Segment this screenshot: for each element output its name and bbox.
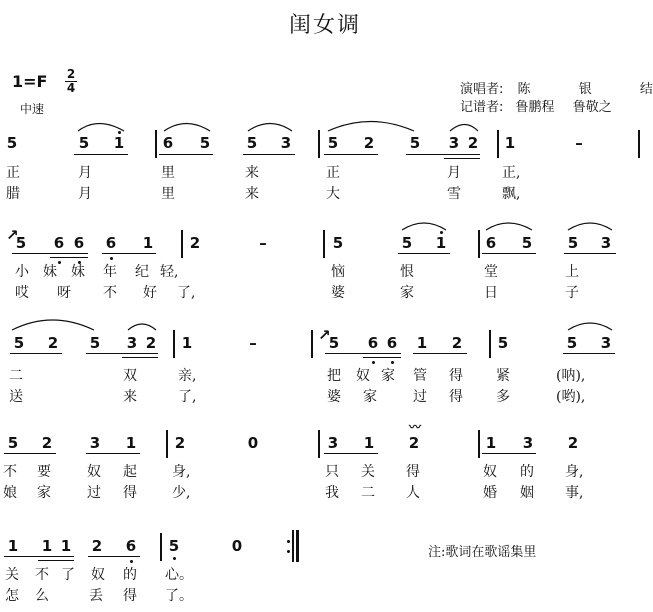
credit-transcriber-name-1: 鲁鹏程 <box>515 100 555 115</box>
slur <box>78 124 124 132</box>
note: 2 <box>174 434 186 452</box>
note: 1 <box>41 537 53 555</box>
lyric: 正 <box>326 165 340 181</box>
lyric: 了。 <box>165 588 193 604</box>
note: 1 <box>125 434 137 452</box>
lyric: 身, <box>172 464 191 480</box>
note: 2 <box>467 134 479 152</box>
note: 3 <box>126 334 138 352</box>
note: 6 <box>386 334 398 352</box>
note: 3 <box>600 334 612 352</box>
slur <box>450 125 478 132</box>
tempo-marking: 中速 <box>20 102 45 116</box>
lyric: 人 <box>406 485 420 501</box>
slur <box>568 223 612 230</box>
lyric: 呀 <box>57 285 71 301</box>
credit-transcriber-role: 记谱者: <box>460 100 504 115</box>
note: 2 <box>189 234 201 252</box>
lyric: 身, <box>565 464 584 480</box>
note: 3 <box>600 234 612 252</box>
lyric: 起 <box>123 464 137 480</box>
slur <box>486 223 532 230</box>
lyric: 关 <box>5 567 19 583</box>
note: 5 <box>199 134 211 152</box>
credit-singer-name-2: 银 <box>578 82 592 97</box>
time-signature-bottom: 4 <box>66 81 76 95</box>
lyric: 月 <box>78 165 92 181</box>
lyric: 年 <box>103 264 117 280</box>
lyric: 腊 <box>6 186 20 202</box>
lyric: 了, <box>178 389 197 405</box>
note: 5 <box>409 134 421 152</box>
lyric: 二 <box>9 368 23 384</box>
lyric: 不 <box>35 567 49 583</box>
lyric: 得 <box>123 588 137 604</box>
note: 6 <box>125 537 137 555</box>
note: 1 <box>142 234 154 252</box>
dash: – <box>249 334 257 352</box>
lyric: 婆 <box>331 285 345 301</box>
note: 5 <box>332 234 344 252</box>
slur <box>12 320 94 330</box>
lyric: 堂 <box>484 264 498 280</box>
credit-singer-role: 演唱者: <box>460 82 504 97</box>
note: 5 <box>567 234 579 252</box>
lyric: 奴 <box>356 368 370 384</box>
lyric: 心。 <box>165 567 193 583</box>
note: 5 <box>246 134 258 152</box>
note: 2 <box>451 334 463 352</box>
lyric: 得 <box>123 485 137 501</box>
note: 5 <box>15 234 27 252</box>
note: 1 <box>416 334 428 352</box>
footnote: 注:歌词在歌谣集里 <box>428 545 537 560</box>
slur <box>328 122 414 132</box>
lyric: 少, <box>172 485 191 501</box>
lyric: 好 <box>143 285 157 301</box>
note: 3 <box>448 134 460 152</box>
note: 2 <box>145 334 157 352</box>
mordent-icon: 〰 <box>409 420 422 434</box>
note: 1 <box>7 537 19 555</box>
note: 5 <box>13 334 25 352</box>
lyric: 奴 <box>91 567 105 583</box>
lyric: 亲, <box>178 368 197 384</box>
slur <box>164 124 210 132</box>
lyric: 只 <box>325 464 339 480</box>
lyric: 月 <box>78 186 92 202</box>
lyric: 大 <box>326 186 340 202</box>
lyric: 奴 <box>483 464 497 480</box>
lyric: 家 <box>363 389 377 405</box>
lyric: 了, <box>177 285 196 301</box>
note: 5 <box>497 334 509 352</box>
note: 1 <box>435 234 447 252</box>
lyric: 里 <box>161 165 175 181</box>
note: 3 <box>522 434 534 452</box>
lyric: 月 <box>447 165 461 181</box>
lyric: 过 <box>87 485 101 501</box>
lyric: 得 <box>406 464 420 480</box>
lyric: 得 <box>449 389 463 405</box>
credit-transcriber-name-2: 鲁敬之 <box>572 100 612 115</box>
lyric: 正, <box>502 165 521 181</box>
lyric: 过 <box>413 389 427 405</box>
note: 5 <box>401 234 413 252</box>
lyric: 雪 <box>447 186 461 202</box>
lyric: 怎 <box>5 588 19 604</box>
lyric: 婆 <box>327 389 341 405</box>
lyric: (哟), <box>556 389 586 405</box>
lyric: 妹 <box>71 264 85 280</box>
slur <box>402 223 446 230</box>
note: 2 <box>91 537 103 555</box>
lyric: 不 <box>3 464 17 480</box>
note: 6 <box>367 334 379 352</box>
note: 1 <box>485 434 497 452</box>
lyric: 要 <box>37 464 51 480</box>
lyric: 关 <box>361 464 375 480</box>
lyric: 娘 <box>3 485 17 501</box>
slur <box>248 124 292 132</box>
lyric: 纪 <box>135 264 149 280</box>
note: 2 <box>408 434 420 452</box>
breath-mark: ↗ <box>6 226 19 244</box>
lyric: 家 <box>381 368 395 384</box>
lyric: 子 <box>565 285 579 301</box>
note: 3 <box>280 134 292 152</box>
lyric: 小 <box>15 264 29 280</box>
lyric: 事, <box>565 485 584 501</box>
lyric: 送 <box>9 389 23 405</box>
lyric: 二 <box>361 485 375 501</box>
key-signature: 1=F <box>12 72 48 91</box>
dash: – <box>259 234 267 252</box>
note: 5 <box>327 134 339 152</box>
lyric: 恼 <box>331 264 345 280</box>
credit-singer-name-1: 陈 <box>517 82 531 97</box>
dash: – <box>575 134 583 152</box>
lyric: 家 <box>400 285 414 301</box>
lyric: (呐), <box>556 368 586 384</box>
note: 5 <box>89 334 101 352</box>
lyric: 来 <box>123 389 137 405</box>
lyric: 不 <box>103 285 117 301</box>
note: 5 <box>78 134 90 152</box>
note: 6 <box>73 234 85 252</box>
lyric: 的 <box>520 464 534 480</box>
lyric: 轻, <box>160 264 179 280</box>
rest: 0 <box>231 537 243 555</box>
note: 5 <box>168 537 180 555</box>
lyric: 把 <box>327 368 341 384</box>
note: 2 <box>363 134 375 152</box>
lyric: 飘, <box>502 186 521 202</box>
note: 6 <box>105 234 117 252</box>
lyric: 哎 <box>15 285 29 301</box>
lyric: 上 <box>565 264 579 280</box>
note: 5 <box>521 234 533 252</box>
rest: 0 <box>247 434 259 452</box>
lyric: 姻 <box>520 485 534 501</box>
lyric: 正 <box>6 165 20 181</box>
note: 1 <box>181 334 193 352</box>
note: 1 <box>363 434 375 452</box>
note: 3 <box>89 434 101 452</box>
note: 2 <box>41 434 53 452</box>
lyric: 丢 <box>89 588 103 604</box>
lyric: 恨 <box>400 264 414 280</box>
note: 1 <box>113 134 125 152</box>
note: 1 <box>60 537 72 555</box>
lyric: 的 <box>123 567 137 583</box>
slur <box>128 324 156 330</box>
note: 3 <box>327 434 339 452</box>
lyric: 多 <box>496 389 510 405</box>
lyric: 么 <box>35 588 49 604</box>
lyric: 双 <box>123 368 137 384</box>
lyric: 婚 <box>483 485 497 501</box>
song-title: 闺女调 <box>288 13 361 38</box>
time-signature-top: 2 <box>66 67 76 81</box>
breath-mark: ↗ <box>318 326 331 344</box>
lyric: 我 <box>325 485 339 501</box>
note: 1 <box>504 134 516 152</box>
lyric: 家 <box>37 485 51 501</box>
note: 5 <box>566 334 578 352</box>
note: 2 <box>567 434 579 452</box>
note: 6 <box>485 234 497 252</box>
note: 6 <box>53 234 65 252</box>
lyric: 奴 <box>87 464 101 480</box>
lyric: 来 <box>245 165 259 181</box>
lyric: 了 <box>61 567 75 583</box>
lyric: 得 <box>449 368 463 384</box>
note: 5 <box>328 334 340 352</box>
lyric: 日 <box>484 285 498 301</box>
note: 2 <box>47 334 59 352</box>
credit-singer-name-3: 结 <box>639 82 653 97</box>
lyric: 紧 <box>496 368 510 384</box>
lyric: 妹 <box>43 264 57 280</box>
note: 5 <box>7 434 19 452</box>
note: 6 <box>162 134 174 152</box>
lyric: 管 <box>413 368 427 384</box>
lyric: 里 <box>161 186 175 202</box>
note: 5 <box>6 134 18 152</box>
lyric: 来 <box>245 186 259 202</box>
slur <box>568 323 612 330</box>
